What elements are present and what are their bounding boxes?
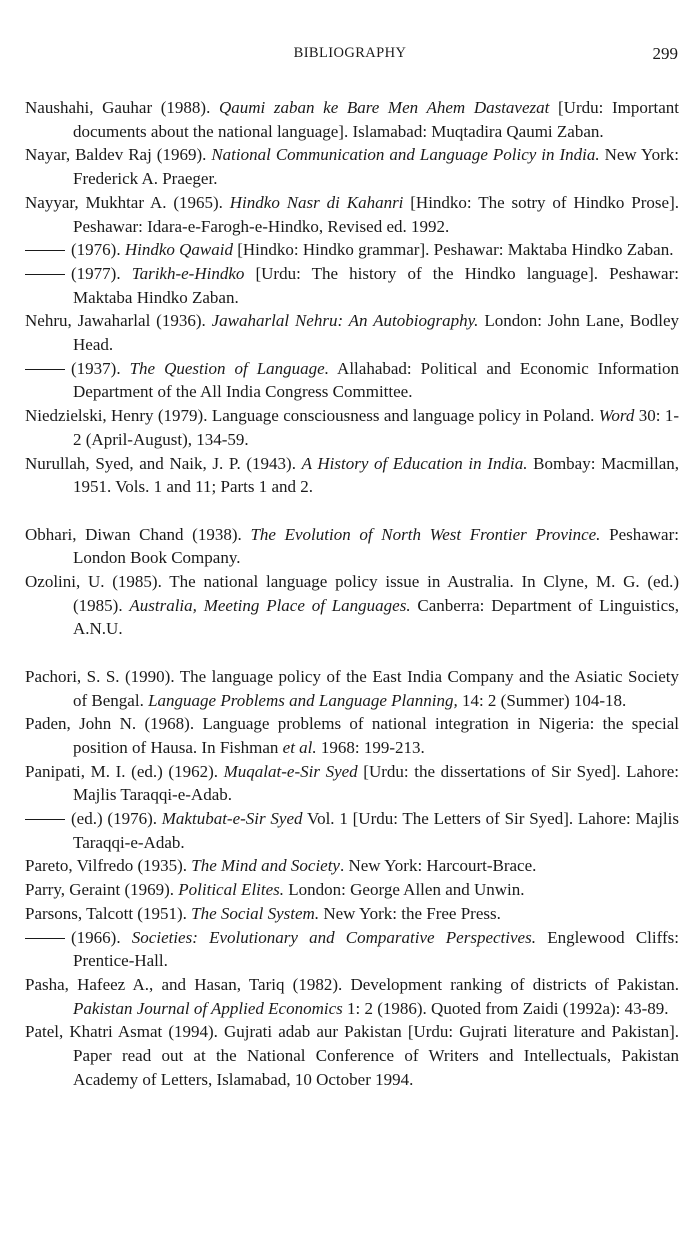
entry-text: 1: 2 (1986). Quoted from Zaidi (1992a): 43-89. [342,998,669,1018]
repeat-author-dash [25,250,65,251]
entry-text: London: George Allen and Unwin. [284,880,525,900]
entry-text: Obhari, Diwan Chand (1938). [25,524,251,544]
entry-title-text: Hindko Nasr di Kahanri [229,192,404,212]
entry-title-text: Qaumi zaban ke Bare Men Ahem Dastavezat [218,98,550,117]
entry-text: Panipati, M. I. (ed.) (1962). [25,761,224,781]
entry-text: 1968: 199-213. [316,737,425,757]
entry-text: Englewood Cliffs: Prentice-Hall. [73,927,679,971]
entry-text: (ed.) (1976). [71,809,162,829]
bibliography-entry [25,807,679,854]
bibliography-entry [25,712,679,759]
entry-text: Nurullah, Syed, and Naik, J. P. (1943). [25,453,302,473]
entry-text: Bombay: Macmillan, 1951. Vols. 1 and 11; Parts 1 and 2. [73,453,679,497]
entry-text: Nayyar, Mukhtar A. (1965). [25,192,230,212]
entry-text: London: John Lane, Bodley Head. [73,311,679,355]
entry-text: 30: 1-2 (April-August), 134-59. [73,406,679,449]
running-header: BIBLIOGRAPHY [293,45,407,61]
repeat-author-dash [25,274,65,275]
bibliography-entry [25,926,679,973]
repeat-author-dash [25,369,65,370]
entry-text: (1977). [71,263,132,283]
entry-title-text: A History of Education in India. [301,453,528,473]
entry-text: [Urdu: Important documents about the national language]. Islamabad: Muqtadira Qaumi Zaban. [73,98,680,141]
entry-title-text: Maktubat-e-Sir Syed [161,809,303,829]
bibliography-entry [25,665,679,712]
entry-text: Naushahi, Gauhar (1988). [25,98,219,117]
bibliography-entry [25,238,679,262]
entry-text: Pasha, Hafeez A., and Hasan, Tariq (1982). Development ranking of districts of Pakistan. [25,974,679,994]
entry-text: Peshawar: London Book Company. [73,524,679,568]
entry-text: Niedzielski, Henry (1979). Language consciousness and language policy in Poland. [25,406,599,426]
repeat-author-dash [25,819,65,820]
entry-title-text: The Evolution of North West Frontier Province. [250,524,601,544]
entry-title-text: Tarikh-e-Hindko [131,263,245,283]
bibliography-entry [25,191,679,238]
entry-title-text: Jawaharlal Nehru: An Autobiography. [211,311,479,331]
entry-title-text: Pakistan Journal of Applied Economics [73,998,343,1018]
entry-text: Pachori, S. S. (1990). The language policy of the East India Company and the Asiatic Society of Bengal. [25,666,679,710]
entry-text: Paden, John N. (1968). Language problems of national integration in Nigeria: the special position of Hausa. In Fishman [25,714,679,757]
entry-text: Nayar, Baldev Raj (1969). [25,145,212,165]
entry-text: Patel, Khatri Asmat (1994). Gujrati adab aur Pakistan [Urdu: Gujrati literature and Pakistan]. Paper read out at the National Conference of Writers and Intellectuals, Pakistan Academy of Letters, Islamabad, 10 October 1994. [25,1022,679,1089]
bibliography-entry [25,262,679,309]
entry-title-text: Hindko Qawaid [124,240,233,260]
bibliography-entry [25,973,679,1020]
bibliography-entry [25,143,679,190]
entry-text: Canberra: Department of Linguistics, A.N.U. [73,595,679,639]
bibliography-entry [25,854,679,878]
entry-text: 14: 2 (Summer) 104-18. [457,690,627,710]
entry-text: Ozolini, U. (1985). The national language policy issue in Australia. In Clyne, M. G. (ed.) (1985). [25,572,679,615]
entry-text: (1937). [71,358,130,378]
entry-text: (1966). [71,927,132,947]
bibliography-entry [25,760,679,807]
entry-title-text: Australia, Meeting Place of Languages. [129,595,411,615]
entry-text: Nehru, Jawaharlal (1936). [25,311,212,331]
entry-text: [Hindko: The sotry of Hindko Prose]. Peshawar: Idara-e-Farogh-e-Hindko, Revised ed. 1992. [73,192,679,236]
bibliography-entry [25,96,679,143]
bibliography-entry [25,523,679,570]
entry-text: Parry, Geraint (1969). [25,880,179,900]
repeat-author-dash [25,938,65,939]
entry-text: . New York: Harcourt-Brace. [339,856,537,876]
entry-text: [Urdu: The history of the Hindko language]. Peshawar: Maktaba Hindko Zaban. [73,263,679,307]
entry-title-text: The Question of Language. [129,358,329,378]
entry-title-text: et al. [282,737,317,757]
bibliography-entry [25,404,679,451]
bibliography-entry [25,902,679,926]
bibliography-entry [25,452,679,499]
entry-text: Allahabad: Political and Economic Information Department of the All India Congress Committee. [73,358,679,402]
bibliography-list [25,96,679,1092]
entry-title-text: Political Elites. [178,880,285,900]
entry-text: New York: the Free Press. [319,903,501,923]
entry-title-text: National Communication and Language Policy in India. [211,145,600,165]
bibliography-entry [25,309,679,356]
entry-title-text: Societies: Evolutionary and Comparative Perspectives. [131,927,536,947]
bibliography-entry [25,357,679,404]
entry-text: Parsons, Talcott (1951). [25,903,192,923]
entry-text: [Urdu: the dissertations of Sir Syed]. Lahore: Majlis Taraqqi-e-Adab. [73,761,679,805]
entry-text: [Hindko: Hindko grammar]. Peshawar: Maktaba Hindko Zaban. [232,240,674,260]
entry-title-text: The Social System. [191,903,320,923]
entry-title-text: Muqalat-e-Sir Syed [223,761,358,781]
bibliography-entry [25,570,679,641]
entry-text: New York: Frederick A. Praeger. [73,145,679,189]
bibliography-entry [25,878,679,902]
bibliography-entry [25,1020,679,1091]
entry-title-text: The Mind and Society [191,856,340,876]
entry-text: (1976). [71,240,125,260]
entry-title-text: Language Problems and Language Planning, [148,690,458,710]
page-number: 299 [652,44,678,63]
entry-text: Vol. 1 [Urdu: The Letters of Sir Syed]. Lahore: Majlis Taraqqi-e-Adab. [73,809,679,852]
entry-text: Pareto, Vilfredo (1935). [25,856,192,876]
entry-title-text: Word [598,406,635,426]
